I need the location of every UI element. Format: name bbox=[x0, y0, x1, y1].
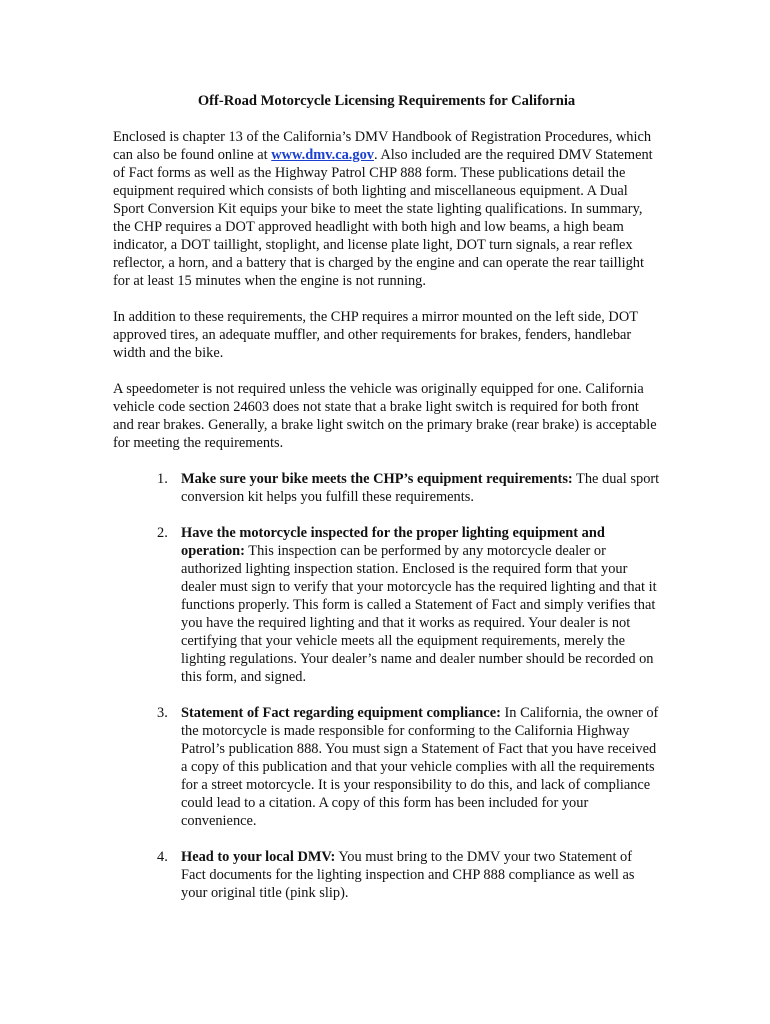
intro-paragraph bbox=[113, 128, 660, 290]
step-text: In California, the owner of the motorcycle is made responsible for conforming to the California Highway Patrol’s publication 888. You must sign a Statement of Fact that you have received a copy of this publication and that your vehicle complies with all the requirements for a street motorcycle. It is your responsibility to do this, and lack of compliance could lead to a citation. A copy of this form has been included for your convenience. bbox=[181, 705, 659, 829]
step-item bbox=[157, 470, 660, 506]
document-page bbox=[113, 92, 660, 920]
step-heading: Statement of Fact regarding equipment compliance: bbox=[181, 705, 501, 721]
step-heading: Head to your local DMV: bbox=[181, 849, 336, 865]
step-text: This inspection can be performed by any motorcycle dealer or authorized lighting inspection station. Enclosed is the required form that your dealer must sign to verify that your motorcycle has the required lighting and that it functions properly. This form is called a Statement of Fact and simply verifies that you have the required lighting and that it works as required. Your dealer is not certifying that your vehicle meets all the equipment requirements, merely the lighting regulations. Your dealer’s name and dealer number should be recorded on this form, and signed. bbox=[181, 543, 657, 685]
step-heading: Make sure your bike meets the CHP’s equipment requirements: bbox=[181, 471, 573, 487]
intro-text-after-link: . Also included are the required DMV Statement of Fact forms as well as the Highway Patrol CHP 888 form. These publications detail the equipment required which consists of both lighting and miscellaneous equipment. A Dual Sport Conversion Kit equips your bike to meet the state lighting qualifications. In summary, the CHP requires a DOT approved headlight with both high and low beams, a high beam indicator, a DOT taillight, stoplight, and license plate light, DOT turn signals, a rear reflex reflector, a horn, and a battery that is charged by the engine and can operate the rear taillight for at least 15 minutes when the engine is not running. bbox=[113, 147, 653, 289]
additional-requirements-paragraph: In addition to these requirements, the CHP requires a mirror mounted on the left side, DOT approved tires, an adequate muffler, and other requirements for brakes, fenders, handlebar width and the bike. bbox=[113, 309, 638, 361]
dmv-website-link[interactable]: www.dmv.ca.gov bbox=[271, 147, 374, 163]
step-number: 4. bbox=[157, 849, 168, 865]
speedometer-paragraph: A speedometer is not required unless the vehicle was originally equipped for one. California vehicle code section 24603 does not state that a brake light switch is required for both front and rear brakes. Generally, a brake light switch on the primary brake (rear brake) is acceptable for meeting the requirements. bbox=[113, 381, 657, 451]
document-title: Off-Road Motorcycle Licensing Requirements for California bbox=[197, 93, 576, 109]
step-text: You must bring to the DMV your two Statement of Fact documents for the lighting inspection and CHP 888 compliance as well as your original title (pink slip). bbox=[181, 849, 635, 901]
intro-text-before-link: Enclosed is chapter 13 of the California’s DMV Handbook of Registration Procedures, which can also be found online at bbox=[113, 129, 652, 163]
steps-list bbox=[113, 470, 660, 902]
step-item bbox=[157, 704, 660, 830]
step-number: 3. bbox=[157, 705, 168, 721]
step-number: 1. bbox=[157, 471, 168, 487]
step-text: The dual sport conversion kit helps you fulfill these requirements. bbox=[181, 471, 660, 505]
step-heading: Have the motorcycle inspected for the proper lighting equipment and operation: bbox=[181, 525, 605, 559]
step-item bbox=[157, 848, 660, 902]
step-number: 2. bbox=[157, 525, 168, 541]
step-item bbox=[157, 524, 660, 686]
